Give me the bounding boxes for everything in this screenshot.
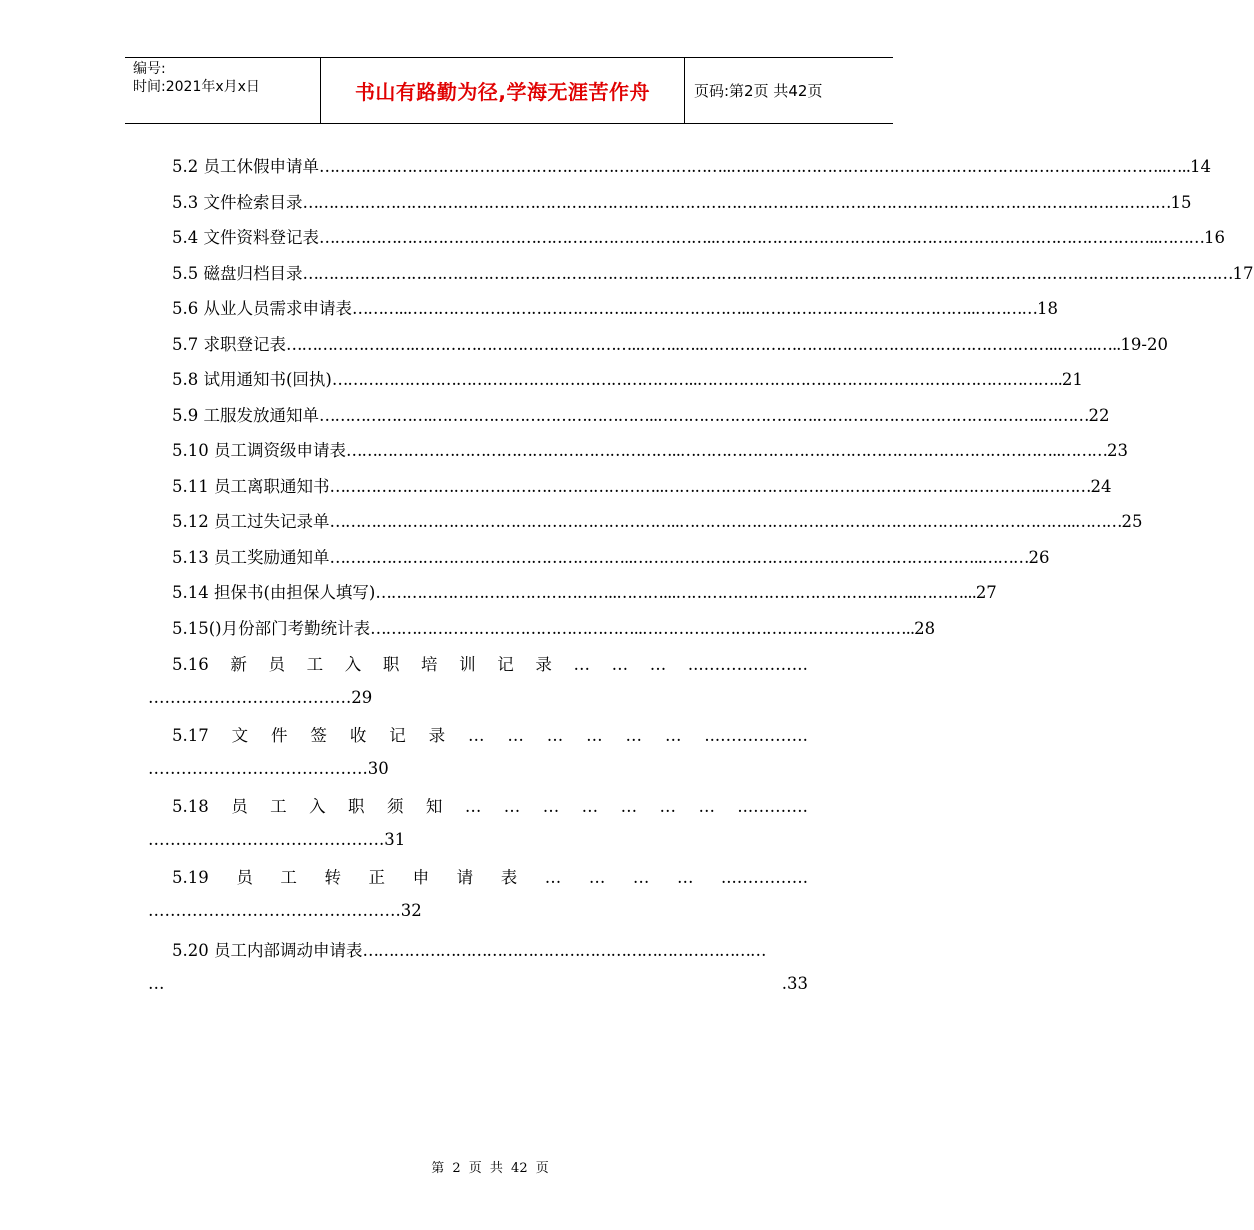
toc-entry-segment: … — [503, 797, 521, 816]
toc-entry[interactable] — [172, 440, 1128, 462]
toc-entry-segment: … — [546, 726, 564, 745]
toc-entry-label: 5.7 求职登记表 — [172, 334, 286, 354]
toc-entry-segment: 职 — [348, 797, 365, 816]
toc-entry-segment: ...………………. — [687, 655, 808, 674]
toc-entry-label: 5.10 员工调资级申请表 — [172, 441, 346, 460]
toc-entry-segment: 记 — [389, 726, 406, 745]
toc-entry-segment: 新 — [230, 655, 247, 674]
toc-entry-page: 18 — [1036, 299, 1058, 318]
toc-entry-segment: … — [544, 868, 562, 887]
toc-entry-leader: …………………………………………………………………..…………………………………………………………………………..……… — [319, 228, 1204, 247]
toc-entry-label: 5.2 员工休假申请单 — [172, 157, 319, 176]
toc-entry-segment: 须 — [386, 797, 404, 816]
toc-entry-page: 16 — [1203, 228, 1225, 247]
toc-entry-segment: 5.16 — [172, 655, 209, 674]
toc-entry-segment: … — [676, 868, 694, 887]
toc-entry-continuation: …………………………………….31 — [148, 830, 406, 849]
toc-entry-segment: … — [581, 797, 599, 816]
toc-entry-label: 5.5 磁盘归档目录 — [172, 263, 303, 283]
toc-entry-segment: … — [588, 868, 606, 887]
toc-entry-page: 28 — [914, 618, 936, 638]
toc-entry-segment: 签 — [310, 726, 327, 745]
toc-entry-segment: … — [586, 726, 603, 745]
toc-entry-page: 15 — [1170, 192, 1192, 212]
toc-entry-segment: … — [620, 797, 638, 816]
toc-entry-label: 5.4 文件资料登记表 — [172, 228, 319, 247]
toc-entry-segment: … — [542, 797, 560, 816]
toc-entry-segment: 收 — [349, 726, 367, 745]
toc-entry[interactable] — [172, 511, 1143, 533]
toc-entry-segment: 员 — [231, 797, 248, 816]
toc-entry-segment: 入 — [309, 797, 326, 816]
toc-entry-label: 5.13 员工奖励通知单 — [172, 547, 330, 567]
toc-entry[interactable] — [172, 405, 1110, 427]
toc-entry-segment: 5.17 — [172, 726, 209, 745]
toc-entry-continuation: ……………………………….29 — [148, 688, 373, 707]
toc-entry-page: 26 — [1028, 547, 1050, 567]
toc-entry-segment: … — [625, 726, 643, 745]
toc-entry-segment: … — [467, 726, 485, 745]
toc-entry[interactable] — [172, 334, 1169, 356]
toc-entry[interactable] — [172, 476, 1112, 498]
toc-entry-page: 17 — [1232, 263, 1254, 283]
page-footer: 第 2 页 共 42 页 — [431, 1161, 549, 1176]
toc-entry-page: 25 — [1121, 512, 1143, 531]
toc-entry-leader: … — [148, 974, 165, 993]
toc-entry-segment: 申 — [412, 868, 430, 887]
toc-entry-justified[interactable] — [172, 867, 808, 889]
toc-entry-segment: 5.18 — [172, 797, 209, 816]
toc-entry-segment: 员 — [268, 655, 285, 674]
toc-entry-segment: 入 — [344, 655, 362, 674]
toc-entry-segment: 训 — [459, 655, 476, 674]
toc-entry-segment: … — [698, 797, 715, 816]
toc-entry-segment: 员 — [236, 868, 253, 887]
toc-entry[interactable] — [172, 547, 1050, 569]
toc-entry-leader: ………………………………………………………..………………………………………………………………..……… — [329, 476, 1091, 496]
toc-entry-label: 5.3 文件检索目录 — [172, 192, 303, 212]
toc-entry-page: 27 — [975, 583, 997, 602]
toc-entry-justified[interactable] — [172, 654, 808, 676]
toc-entry-label: 5.15()月份部门考勤统计表 — [172, 618, 371, 638]
toc-entry-segment: 工 — [306, 655, 324, 674]
toc-entry[interactable] — [172, 940, 808, 962]
toc-entry-page: .33 — [781, 974, 808, 993]
toc-entry-segment: 5.19 — [172, 868, 209, 887]
toc-entry-label: 5.8 试用通知书(回执) — [172, 370, 332, 389]
toc-entry-leader: ……………………………………………………………..…………………………………………………………….. — [331, 370, 1062, 389]
toc-entry-page: 14 — [1189, 157, 1211, 176]
number-label: 编号: — [133, 61, 166, 77]
toc-entry[interactable] — [172, 582, 997, 604]
toc-entry-segment: … — [649, 655, 667, 674]
toc-entry[interactable] — [172, 369, 1083, 391]
toc-entry-segment: … — [659, 797, 676, 816]
toc-entry-label: 5.6 从业人员需求申请表 — [172, 299, 352, 318]
toc-entry-segment: 录 — [428, 726, 446, 745]
toc-entry-leader: ………………………………………………………..………………………………………………………………..……… — [345, 441, 1107, 460]
toc-entry[interactable] — [172, 156, 1211, 178]
toc-entry-segment: … — [573, 655, 590, 674]
toc-entry-page: 19-20 — [1120, 334, 1169, 354]
toc-entry[interactable] — [172, 263, 1254, 285]
toc-entry-label: 5.11 员工离职通知书 — [172, 476, 330, 496]
toc-entry-leader: …………………………………………………………..…………………………………………………………………..……… — [329, 512, 1122, 531]
toc-entry-segment: 请 — [456, 868, 474, 887]
toc-entry-segment: ...…………. — [721, 868, 808, 887]
toc-entry-page: 24 — [1090, 476, 1112, 496]
toc-entry-segment: 职 — [382, 655, 400, 674]
toc-entry-continuation: ……………………………………….32 — [148, 901, 422, 920]
toc-entry-label: 5.12 员工过失记录单 — [172, 512, 330, 531]
toc-entry-segment: 知 — [425, 797, 443, 816]
toc-entry-segment: 正 — [368, 868, 385, 887]
toc-entry-leader: …………………………………………………..…………………………………………………………..……… — [329, 547, 1029, 567]
toc-entry-segment: 件 — [271, 726, 288, 745]
toc-entry-segment: … — [611, 655, 629, 674]
toc-entry-page: 21 — [1061, 370, 1083, 389]
toc-entry-leader: ………..……………………………………..…………………..……………………………………..………… — [352, 299, 1037, 318]
toc-entry-segment: 文 — [231, 726, 249, 745]
toc-entry-label: 5.20 员工内部调动申请表 — [172, 941, 363, 960]
toc-entry-segment: 工 — [280, 868, 297, 887]
toc-entry-continuation — [148, 973, 808, 995]
toc-entry-leader: ……………………………………………………………………………………………………………………………………………………………… — [302, 263, 1233, 283]
toc-entry[interactable] — [172, 192, 1192, 214]
toc-entry-leader: …………………………………………………………………………………………………………………………………………………… — [302, 192, 1171, 212]
toc-entry-segment: 记 — [497, 655, 514, 674]
toc-entry-continuation: ………………………………….30 — [148, 759, 389, 778]
toc-entry-segment: 培 — [421, 655, 438, 674]
toc-entry-segment: 表 — [500, 868, 518, 887]
toc-entry[interactable] — [172, 298, 1058, 320]
toc-entry[interactable] — [172, 618, 936, 640]
toc-entry-segment: 转 — [324, 868, 341, 887]
toc-entry-segment: 录 — [535, 655, 552, 674]
header-motto: 书山有路勤为径,学海无涯苦作舟 — [321, 58, 685, 123]
toc-entry-segment: … — [664, 726, 682, 745]
toc-entry-leader: …………………….……………………………………..……..…..…………………….……………………………………..……..….. — [286, 334, 1121, 354]
page-header — [125, 57, 893, 124]
toc-entry-segment: ...……………. — [704, 726, 808, 745]
toc-entry-segment: … — [464, 797, 482, 816]
toc-entry-segment: 工 — [270, 797, 287, 816]
toc-entry-segment: … — [507, 726, 524, 745]
header-page-info: 页码:第2页 共42页 — [694, 82, 823, 100]
toc-entry-leader: ………………………………………..………...………………………………………..………... — [375, 583, 976, 602]
toc-entry-leader: …………………………………………………………………… — [362, 941, 766, 960]
toc-entry-segment: ...………. — [737, 797, 808, 816]
toc-entry[interactable] — [172, 227, 1225, 249]
toc-entry-justified[interactable] — [172, 725, 808, 747]
toc-entry-justified[interactable] — [172, 796, 808, 818]
time-label: 时间:2021年x月x日 — [133, 79, 260, 95]
toc-entry-leader: ……………………………………………………………………..…..……………………………………………………………………..….. — [319, 157, 1190, 176]
header-meta — [125, 58, 321, 123]
toc-entry-leader: ………………….……………………………………..………………………….……………………………………..……… — [319, 405, 1089, 425]
toc-entry-page: 22 — [1088, 405, 1110, 425]
toc-entry-label: 5.9 工服发放通知单 — [172, 405, 319, 425]
toc-entry-leader: ……………………………………………..…………………………………………….. — [370, 618, 915, 638]
toc-entry-segment: … — [632, 868, 650, 887]
toc-entry-page: 23 — [1106, 441, 1128, 460]
toc-entry-label: 5.14 担保书(由担保人填写) — [172, 583, 376, 602]
